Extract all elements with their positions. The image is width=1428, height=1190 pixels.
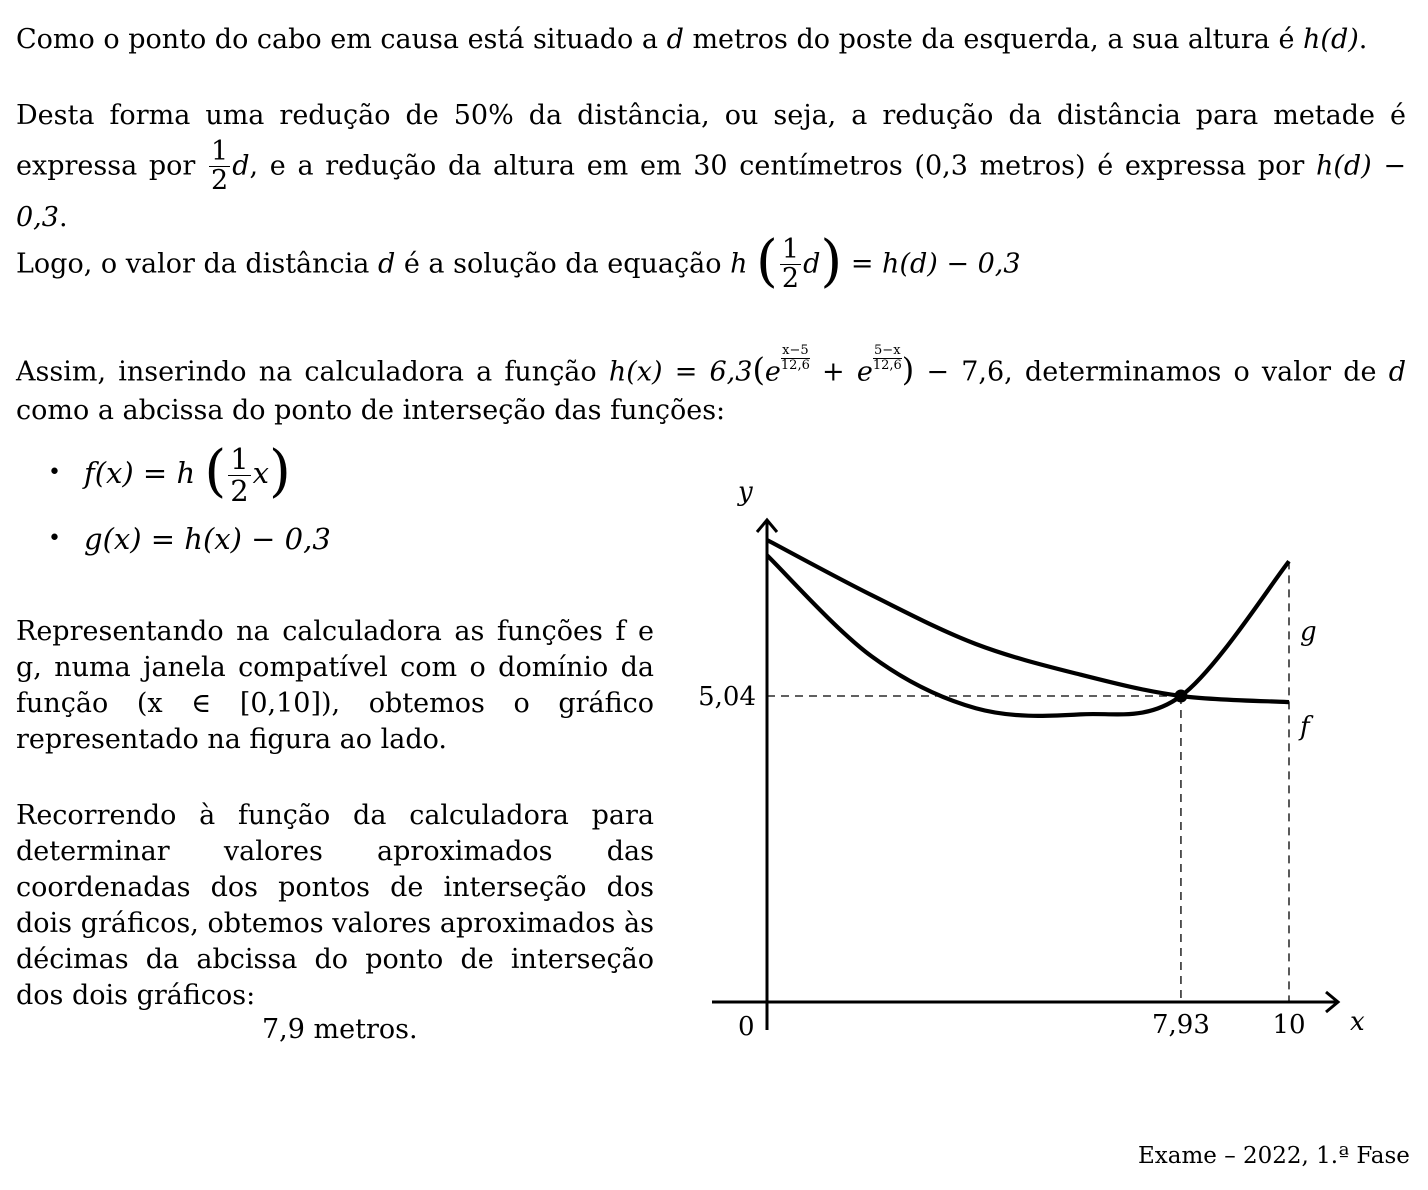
curve-f xyxy=(767,540,1289,702)
tick-label-y-5-04: 5,04 xyxy=(698,682,756,712)
right-parenthesis: ) xyxy=(820,228,843,294)
exponent-fraction-2: $\frac{5-x}{12,6}$ xyxy=(872,343,902,373)
bullet: • xyxy=(48,526,61,551)
function-f-definition: f(x) = h xyxy=(84,456,196,490)
paragraph-intersection-method: Recorrendo à função da calculadora para determinar valores aproximados das coordenadas dos pontos de interseção dos dois gráficos, obtemos valores aproximados às décimas da abcissa do ponto de interseção dos dois gráficos: xyxy=(16,800,654,1011)
variable-d: d xyxy=(803,248,821,280)
list-item-g xyxy=(48,506,331,572)
expression-height-reduction: h(d) − 0,3 xyxy=(16,150,1406,233)
paragraph-graph-description: Representando na calculadora as funções f e g, numa janela compatível com o domínio da função (x ∈ [0,10]), obtemos o gráfico representado na figura ao lado. xyxy=(16,616,654,755)
text: é a solução da equação xyxy=(395,248,731,280)
paragraph-reduction xyxy=(16,94,1406,240)
function-h-definition: h(x) = 6,3 xyxy=(608,356,753,388)
exponent-fraction-1: $\frac{x-5}{12,6}$ xyxy=(780,343,810,373)
expression-h-of-d: h(d) xyxy=(1303,24,1359,55)
function-list xyxy=(48,440,331,572)
fraction-one-half: $\frac{1}{2}$ xyxy=(211,136,229,197)
paragraph-equation xyxy=(16,228,1406,295)
fraction-one-half: $\frac{1}{2}$ xyxy=(781,234,800,295)
labels xyxy=(698,477,1365,1042)
y-axis-label: y xyxy=(738,477,753,507)
variable-d: d xyxy=(666,24,684,55)
function-h: h xyxy=(730,248,748,280)
guide-lines xyxy=(767,561,1289,1002)
plus-sign: + xyxy=(822,356,845,388)
variable-d: d xyxy=(1388,356,1406,388)
function-graph xyxy=(680,470,1400,1060)
answer: 7,9 metros. xyxy=(262,1014,418,1045)
variable-d: d xyxy=(377,248,396,280)
text: Como o ponto do cabo em causa está situado a xyxy=(16,24,667,55)
exam-source: Exame – 2022, 1.ª Fase xyxy=(1138,1143,1410,1169)
exp-e: e xyxy=(764,356,781,388)
series-label-g: g xyxy=(1300,617,1317,647)
fraction-one-half: $\frac{1}{2}$ xyxy=(230,442,249,508)
equation-rhs: = h(d) − 0,3 xyxy=(850,248,1021,280)
text: metros do poste da esquerda, a sua altura é xyxy=(683,24,1304,55)
text: Logo, o valor da distância xyxy=(16,248,378,280)
variable-d: d xyxy=(232,150,250,182)
curves xyxy=(767,540,1289,716)
text: . xyxy=(1358,24,1368,55)
list-item-f xyxy=(48,440,331,506)
left-parenthesis: ( xyxy=(752,350,765,389)
constant-term: − 7,6 xyxy=(926,356,1005,388)
origin-label: 0 xyxy=(738,1012,755,1042)
text: Assim, inserindo na calculadora a função xyxy=(16,356,609,388)
text: Desta forma uma redução de 50% da distância, ou seja, a redução da distância para metade é expressa por xyxy=(16,100,1406,182)
intersection-point xyxy=(1174,690,1187,703)
x-axis-label: x xyxy=(1350,1007,1365,1037)
bullet: • xyxy=(48,460,61,485)
right-parenthesis: ) xyxy=(269,439,291,504)
tick-label-x-7-93: 7,93 xyxy=(1152,1010,1210,1040)
paragraph-calculator-function xyxy=(16,344,1406,430)
text: como a abcissa do ponto de interseção das funções: xyxy=(16,394,726,426)
text: . xyxy=(58,201,68,233)
variable-x: x xyxy=(252,456,270,490)
text: , determinamos o valor de xyxy=(1004,356,1389,388)
function-g-definition: g(x) = h(x) − 0,3 xyxy=(84,522,331,556)
series-label-f: f xyxy=(1300,712,1310,742)
left-parenthesis: ( xyxy=(756,228,778,294)
right-parenthesis: ) xyxy=(901,350,915,389)
paragraph-height-definition xyxy=(16,22,1416,58)
left-parenthesis: ( xyxy=(204,439,227,504)
tick-label-x-10: 10 xyxy=(1272,1010,1306,1040)
text: , e a redução da altura em em 30 centímetros (0,3 metros) é expressa por xyxy=(249,150,1316,182)
exp-e: e xyxy=(856,356,873,388)
